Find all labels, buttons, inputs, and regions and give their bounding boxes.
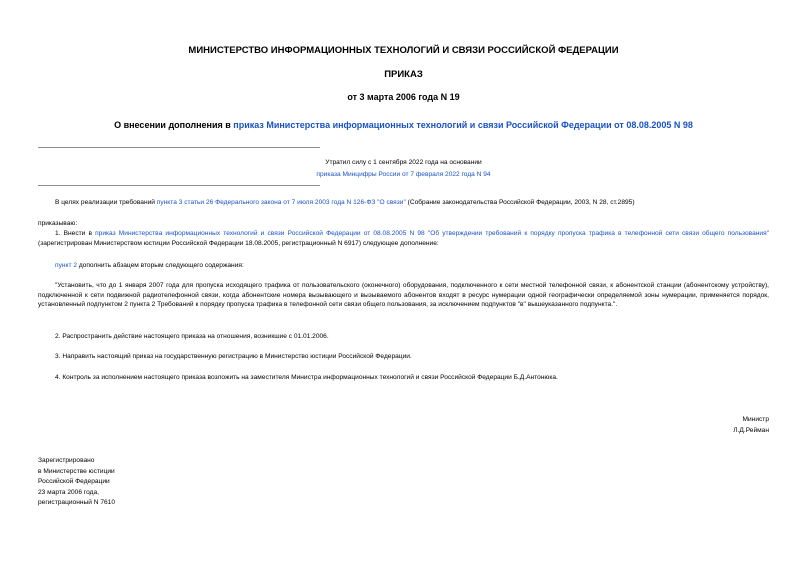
quoted-addition: "Установить, что до 1 января 2007 года для пропуска исходящего трафика от пользовательского (оконечного) оборудования, подключенного к сети местной телефонной связи, к абонентской станции (абонентскому устройству), подключенной к сети подвижной радиотелефонной связи, когда абонентские номера вызывающего и вызываемого абонентов входят в ресурс нумерации одной географически определяемой зоны нумерации, применяется порядок, установленный подпунктом 2 пункта 2 Требований к порядку пропуска трафика в телефонной сети связи общего пользования, за исключением подпунктов "в" вышеуказанного подпункта.". <box>38 282 769 309</box>
document-type: ПРИКАЗ <box>384 69 423 80</box>
signature-block <box>733 414 769 436</box>
item-3-paragraph: 3. Направить настоящий приказ на государственную регистрацию в Министерство юстиции Российской Федерации. <box>55 353 412 360</box>
point2-suffix: дополнить абзацем вторым следующего содержания: <box>77 262 244 269</box>
signature-name: Л.Д.Рейман <box>733 427 769 434</box>
document-date-number: от 3 марта 2006 года N 19 <box>347 92 460 102</box>
registration-line: 23 марта 2006 года, <box>38 488 99 496</box>
order-98-link[interactable]: приказ Министерства информационных технологий и связи Российской Федерации от 08.08.2005 N 98 <box>95 230 425 237</box>
status-note-line2 <box>0 171 807 178</box>
order-word: приказываю: <box>38 220 78 227</box>
item1-prefix: 1. Внести в <box>55 230 96 237</box>
item-1-paragraph <box>38 229 769 248</box>
intro-prefix: В целях реализации требований <box>55 199 157 206</box>
point-2-link[interactable]: пункт 2 <box>55 262 77 269</box>
status-divider-top <box>38 147 320 148</box>
repeal-order-link[interactable]: приказа Минцифры России от 7 февраля 2022 года N 94 <box>316 171 491 178</box>
document-subject <box>0 120 807 130</box>
item-2-paragraph: 2. Распространить действие настоящего приказа на отношения, возникшие с 01.01.2006. <box>55 333 329 340</box>
registration-block <box>38 456 115 509</box>
signature-title: Министр <box>742 416 769 423</box>
status-divider-bottom <box>38 185 320 186</box>
registration-line: Российской Федерации <box>38 478 110 485</box>
status-note-line1: Утратил силу с 1 сентября 2022 года на основании <box>325 159 482 166</box>
item1-suffix: (зарегистрирован Министерством юстиции Российской Федерации 18.08.2005, регистрационный N 6917) следующее дополнение: <box>38 239 439 247</box>
requirements-link[interactable]: "Об утверждении требований к порядку пропуска трафика в телефонной сети связи общего пользования" <box>427 230 769 237</box>
registration-line: регистрационный N 7610 <box>38 499 116 506</box>
registration-line: в Министерстве юстиции <box>38 467 115 475</box>
subject-prefix: О внесении дополнения в <box>114 120 234 130</box>
intro-suffix: (Собрание законодательства Российской Федерации, 2003, N 28, ст.2895) <box>405 199 635 206</box>
item-4-paragraph: 4. Контроль за исполнением настоящего приказа возложить на заместителя Министра информационных технологий и связи Российской Федерации Б.Д.Антонюка. <box>55 374 558 381</box>
subject-order-link[interactable]: приказ Министерства информационных технологий и связи Российской Федерации от 08.08.2005 N 98 <box>233 120 693 130</box>
intro-paragraph <box>55 198 769 208</box>
law-link[interactable]: пункта 3 статьи 26 Федерального закона от 7 июля 2003 года N 126-ФЗ "О связи" <box>156 199 406 206</box>
registration-line: Зарегистрировано <box>38 457 95 464</box>
point-2-paragraph <box>55 261 769 271</box>
ministry-title: МИНИСТЕРСТВО ИНФОРМАЦИОННЫХ ТЕХНОЛОГИЙ И СВЯЗИ РОССИЙСКОЙ ФЕДЕРАЦИИ <box>188 45 619 56</box>
